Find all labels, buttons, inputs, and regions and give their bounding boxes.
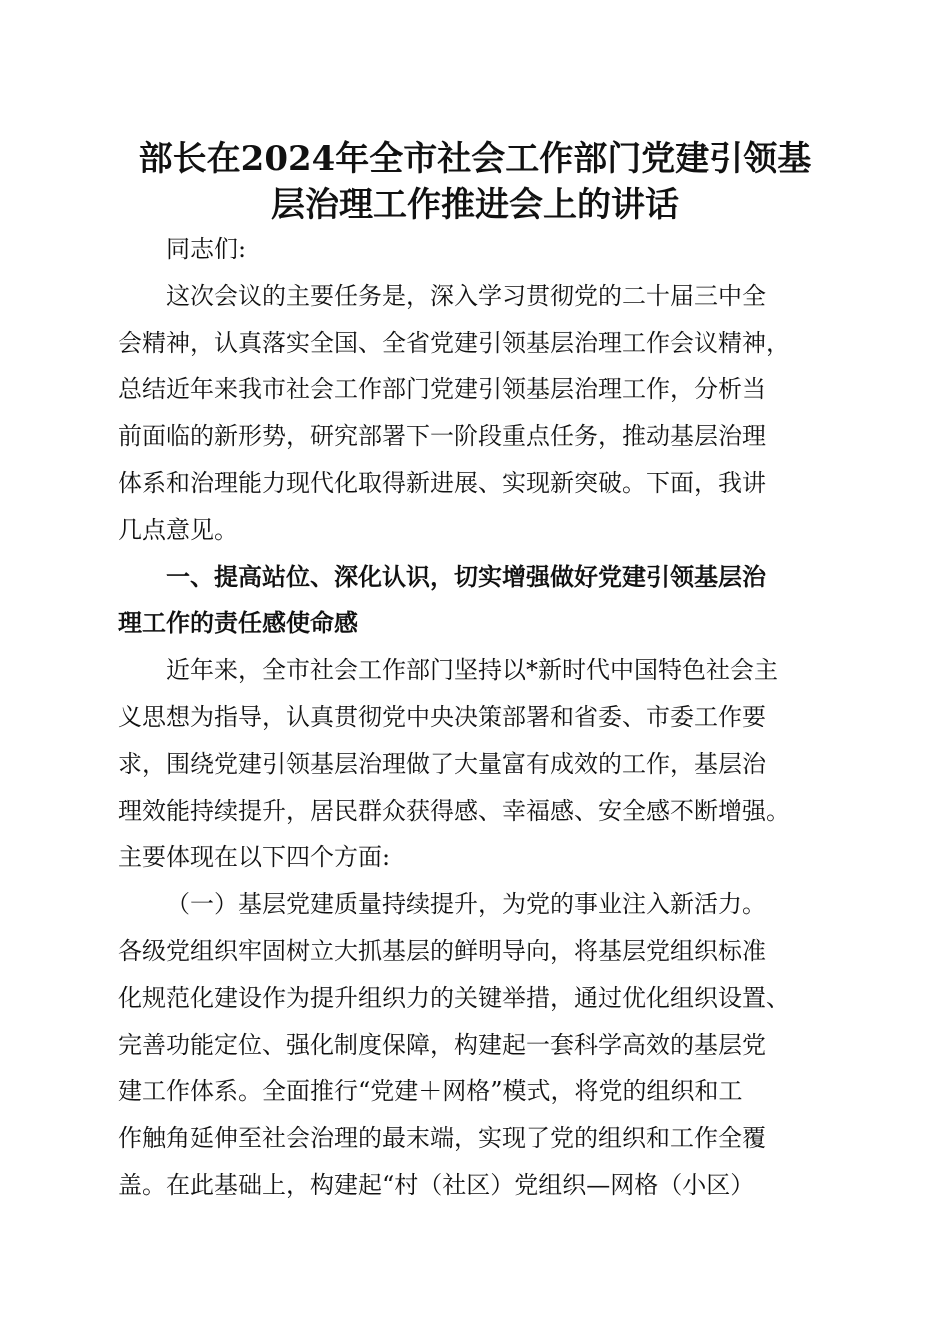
subsection-heading: （一）基层党建质量持续提升，为党的事业注入新活力。 bbox=[166, 890, 766, 919]
paragraph-line: 作触角延伸至社会治理的最末端，实现了党的组织和工作全覆 bbox=[118, 1124, 766, 1153]
section-heading: 一、提高站位、深化认识，切实增强做好党建引领基层治 bbox=[166, 561, 766, 591]
paragraph-line: 体系和治理能力现代化取得新进展、实现新突破。下面，我讲 bbox=[118, 468, 766, 497]
document-title-line-2: 层治理工作推进会上的讲话 bbox=[271, 185, 679, 225]
paragraph-line: 求，围绕党建引领基层治理做了大量富有成效的工作，基层治 bbox=[118, 749, 766, 778]
section-heading: 理工作的责任感使命感 bbox=[118, 608, 358, 638]
paragraph-line: 主要体现在以下四个方面: bbox=[118, 843, 391, 872]
paragraph-line: 化规范化建设作为提升组织力的关键举措，通过优化组织设置、 bbox=[118, 983, 790, 1012]
paragraph-line: 近年来，全市社会工作部门坚持以*新时代中国特色社会主 bbox=[166, 656, 778, 685]
paragraph-line: 完善功能定位、强化制度保障，构建起一套科学高效的基层党 bbox=[118, 1030, 766, 1059]
paragraph-line: 前面临的新形势，研究部署下一阶段重点任务，推动基层治理 bbox=[118, 422, 766, 451]
paragraph-line: 义思想为指导，认真贯彻党中央决策部署和省委、市委工作要 bbox=[118, 702, 766, 731]
paragraph-line: 这次会议的主要任务是，深入学习贯彻党的二十届三中全 bbox=[166, 281, 766, 310]
paragraph-line: 建工作体系。全面推行“党建＋网格”模式，将党的组织和工 bbox=[118, 1077, 743, 1106]
paragraph-line: 盖。在此基础上，构建起“村（社区）党组织—网格（小区） bbox=[118, 1170, 755, 1199]
document-body bbox=[118, 226, 838, 1209]
paragraph-line: 各级党组织牢固树立大抓基层的鲜明导向，将基层党组织标准 bbox=[118, 936, 766, 965]
paragraph-line: 理效能持续提升，居民群众获得感、幸福感、安全感不断增强。 bbox=[118, 796, 790, 825]
document-title-line-1: 部长在2024年全市社会工作部门党建引领基 bbox=[138, 139, 812, 179]
salutation: 同志们: bbox=[166, 235, 247, 263]
paragraph-line: 总结近年来我市社会工作部门党建引领基层治理工作，分析当 bbox=[118, 375, 766, 404]
paragraph-line: 几点意见。 bbox=[118, 515, 238, 544]
paragraph-line: 会精神，认真落实全国、全省党建引领基层治理工作会议精神， bbox=[118, 328, 790, 357]
